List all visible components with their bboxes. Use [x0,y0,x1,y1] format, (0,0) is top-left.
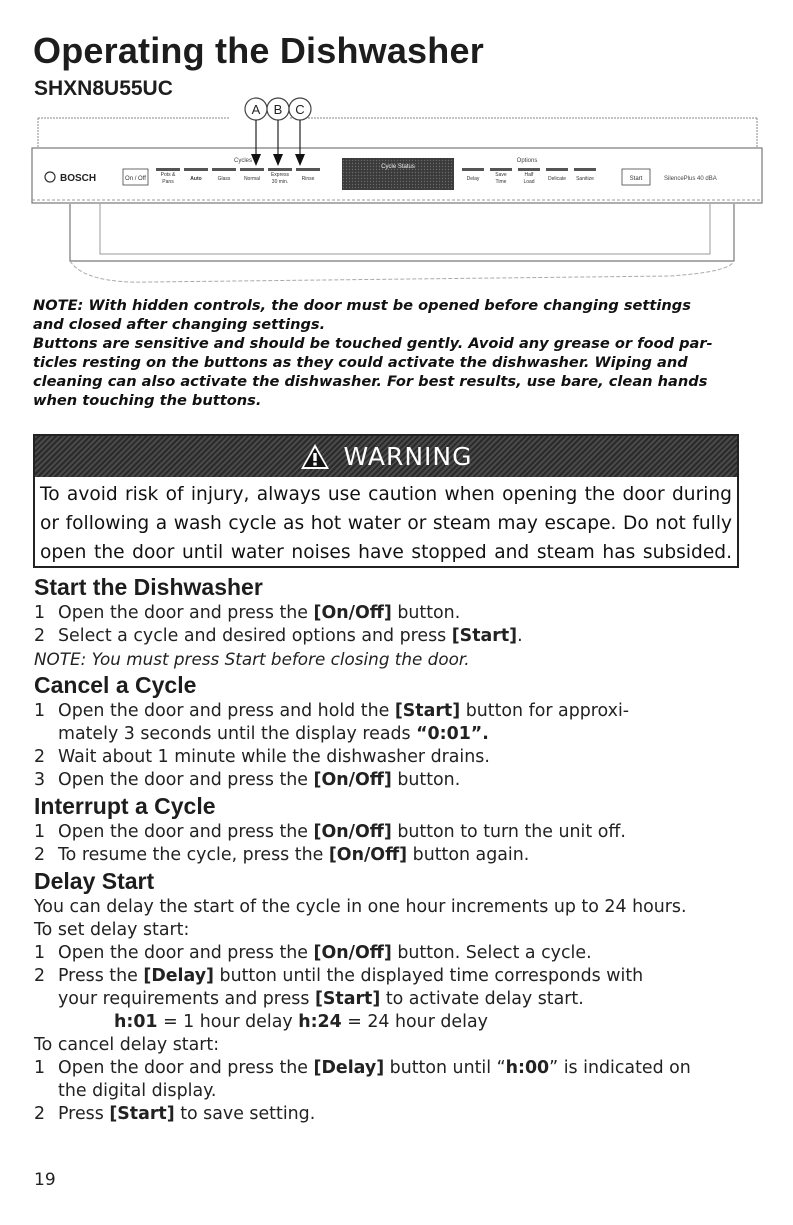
cycles-label: Cycles [233,158,253,164]
note-line: cleaning can also activate the dishwasher. For best results, use bare, clean hands [33,373,708,390]
svg-text:Cycle Status: Cycle Status [381,164,415,170]
control-panel-figure [30,96,765,286]
svg-text:Auto: Auto [190,176,202,182]
model-number: SHXN8U55UC [34,77,173,100]
warning-box [33,434,739,568]
door-body [70,204,734,261]
warning-line: or following a wash cycle as hot water or steam may escape. Do not fully [40,513,732,534]
cancel-step-2: 2 Wait about 1 minute while the dishwasher drains. [34,747,490,767]
delay-cancel-step-2: 2 Press [Start] to save setting. [34,1104,316,1124]
interrupt-step-2: 2 To resume the cycle, press the [On/Off] button again. [34,845,530,865]
start-step-1: 1 Open the door and press the [On/Off] button. [34,603,461,623]
start-note: NOTE: You must press Start before closing the door. [34,649,470,669]
delay-intro: You can delay the start of the cycle in one hour increments up to 24 hours. [34,897,687,917]
delay-set-label: To set delay start: [34,920,190,940]
svg-text:Pots &: Pots & [160,172,176,178]
warning-header [35,436,737,477]
note-line: when touching the buttons. [33,392,262,409]
page-title: Operating the Dishwasher [33,30,484,71]
brand-label: BOSCH [60,173,97,184]
svg-text:Glass: Glass [217,176,231,182]
svg-text:Delicate: Delicate [547,176,567,182]
delay-step-2: 2 Press the [Delay] button until the displayed time corresponds with your requirements and press [Start] to activate delay start. [34,966,644,1009]
svg-text:On / Off: On / Off [125,176,146,182]
warning-title: WARNING [343,442,473,471]
svg-text:Load: Load [523,179,535,185]
delay-cancel-label: To cancel delay start: [34,1035,220,1055]
svg-text:B: B [273,102,283,117]
page-number: 19 [34,1170,56,1190]
delay-cancel-step-1: 1 Open the door and press the [Delay] button until “h:00” is indicated on the digital display. [34,1058,691,1101]
warning-line: open the door until water noises have stopped and steam has subsided. [40,542,732,563]
svg-text:Rinse: Rinse [301,176,315,182]
cancel-step-1: 1 Open the door and press and hold the [Start] button for approxi- mately 3 seconds until the display reads “0:01”. [34,701,630,744]
svg-text:Pans: Pans [162,179,174,185]
svg-text:Sanitize: Sanitize [576,176,594,182]
instructions [34,573,746,1126]
silence-label: SilencePlus 40 dBA [664,176,717,182]
delay-step-1: 1 Open the door and press the [On/Off] button. Select a cycle. [34,943,592,963]
delay-example: h:01 = 1 hour delay h:24 = 24 hour delay [114,1012,488,1032]
svg-text:A: A [251,102,261,117]
note-block [33,296,763,410]
svg-text:Express: Express [270,172,290,178]
svg-text:Delay: Delay [466,176,480,182]
start-step-2: 2 Select a cycle and desired options and press [Start]. [34,626,523,646]
warning-line: To avoid risk of injury, always use caution when opening the door during [40,484,732,505]
note-line: NOTE: With hidden controls, the door must be opened before changing settings [33,297,691,314]
svg-text:C: C [295,102,305,117]
warning-text [35,477,737,567]
heading-start: Start the Dishwasher [34,574,263,600]
svg-text:Half: Half [524,172,534,178]
warning-triangle-icon [300,443,330,470]
svg-text:Normal: Normal [243,176,261,182]
svg-text:Time: Time [495,179,507,185]
note-line: Buttons are sensitive and should be touched gently. Avoid any grease or food par- [33,335,713,352]
note-line: ticles resting on the buttons as they could activate the dishwasher. Wiping and [33,354,688,371]
svg-text:Start: Start [629,176,643,182]
svg-text:Save: Save [495,172,507,178]
note-line: and closed after changing settings. [33,316,326,333]
interrupt-step-1: 1 Open the door and press the [On/Off] button to turn the unit off. [34,822,626,842]
heading-delay: Delay Start [34,868,155,894]
heading-cancel: Cancel a Cycle [34,672,197,698]
svg-text:30 min.: 30 min. [271,179,289,185]
heading-interrupt: Interrupt a Cycle [34,793,216,819]
options-label: Options [516,158,538,164]
cancel-step-3: 3 Open the door and press the [On/Off] button. [34,770,461,790]
